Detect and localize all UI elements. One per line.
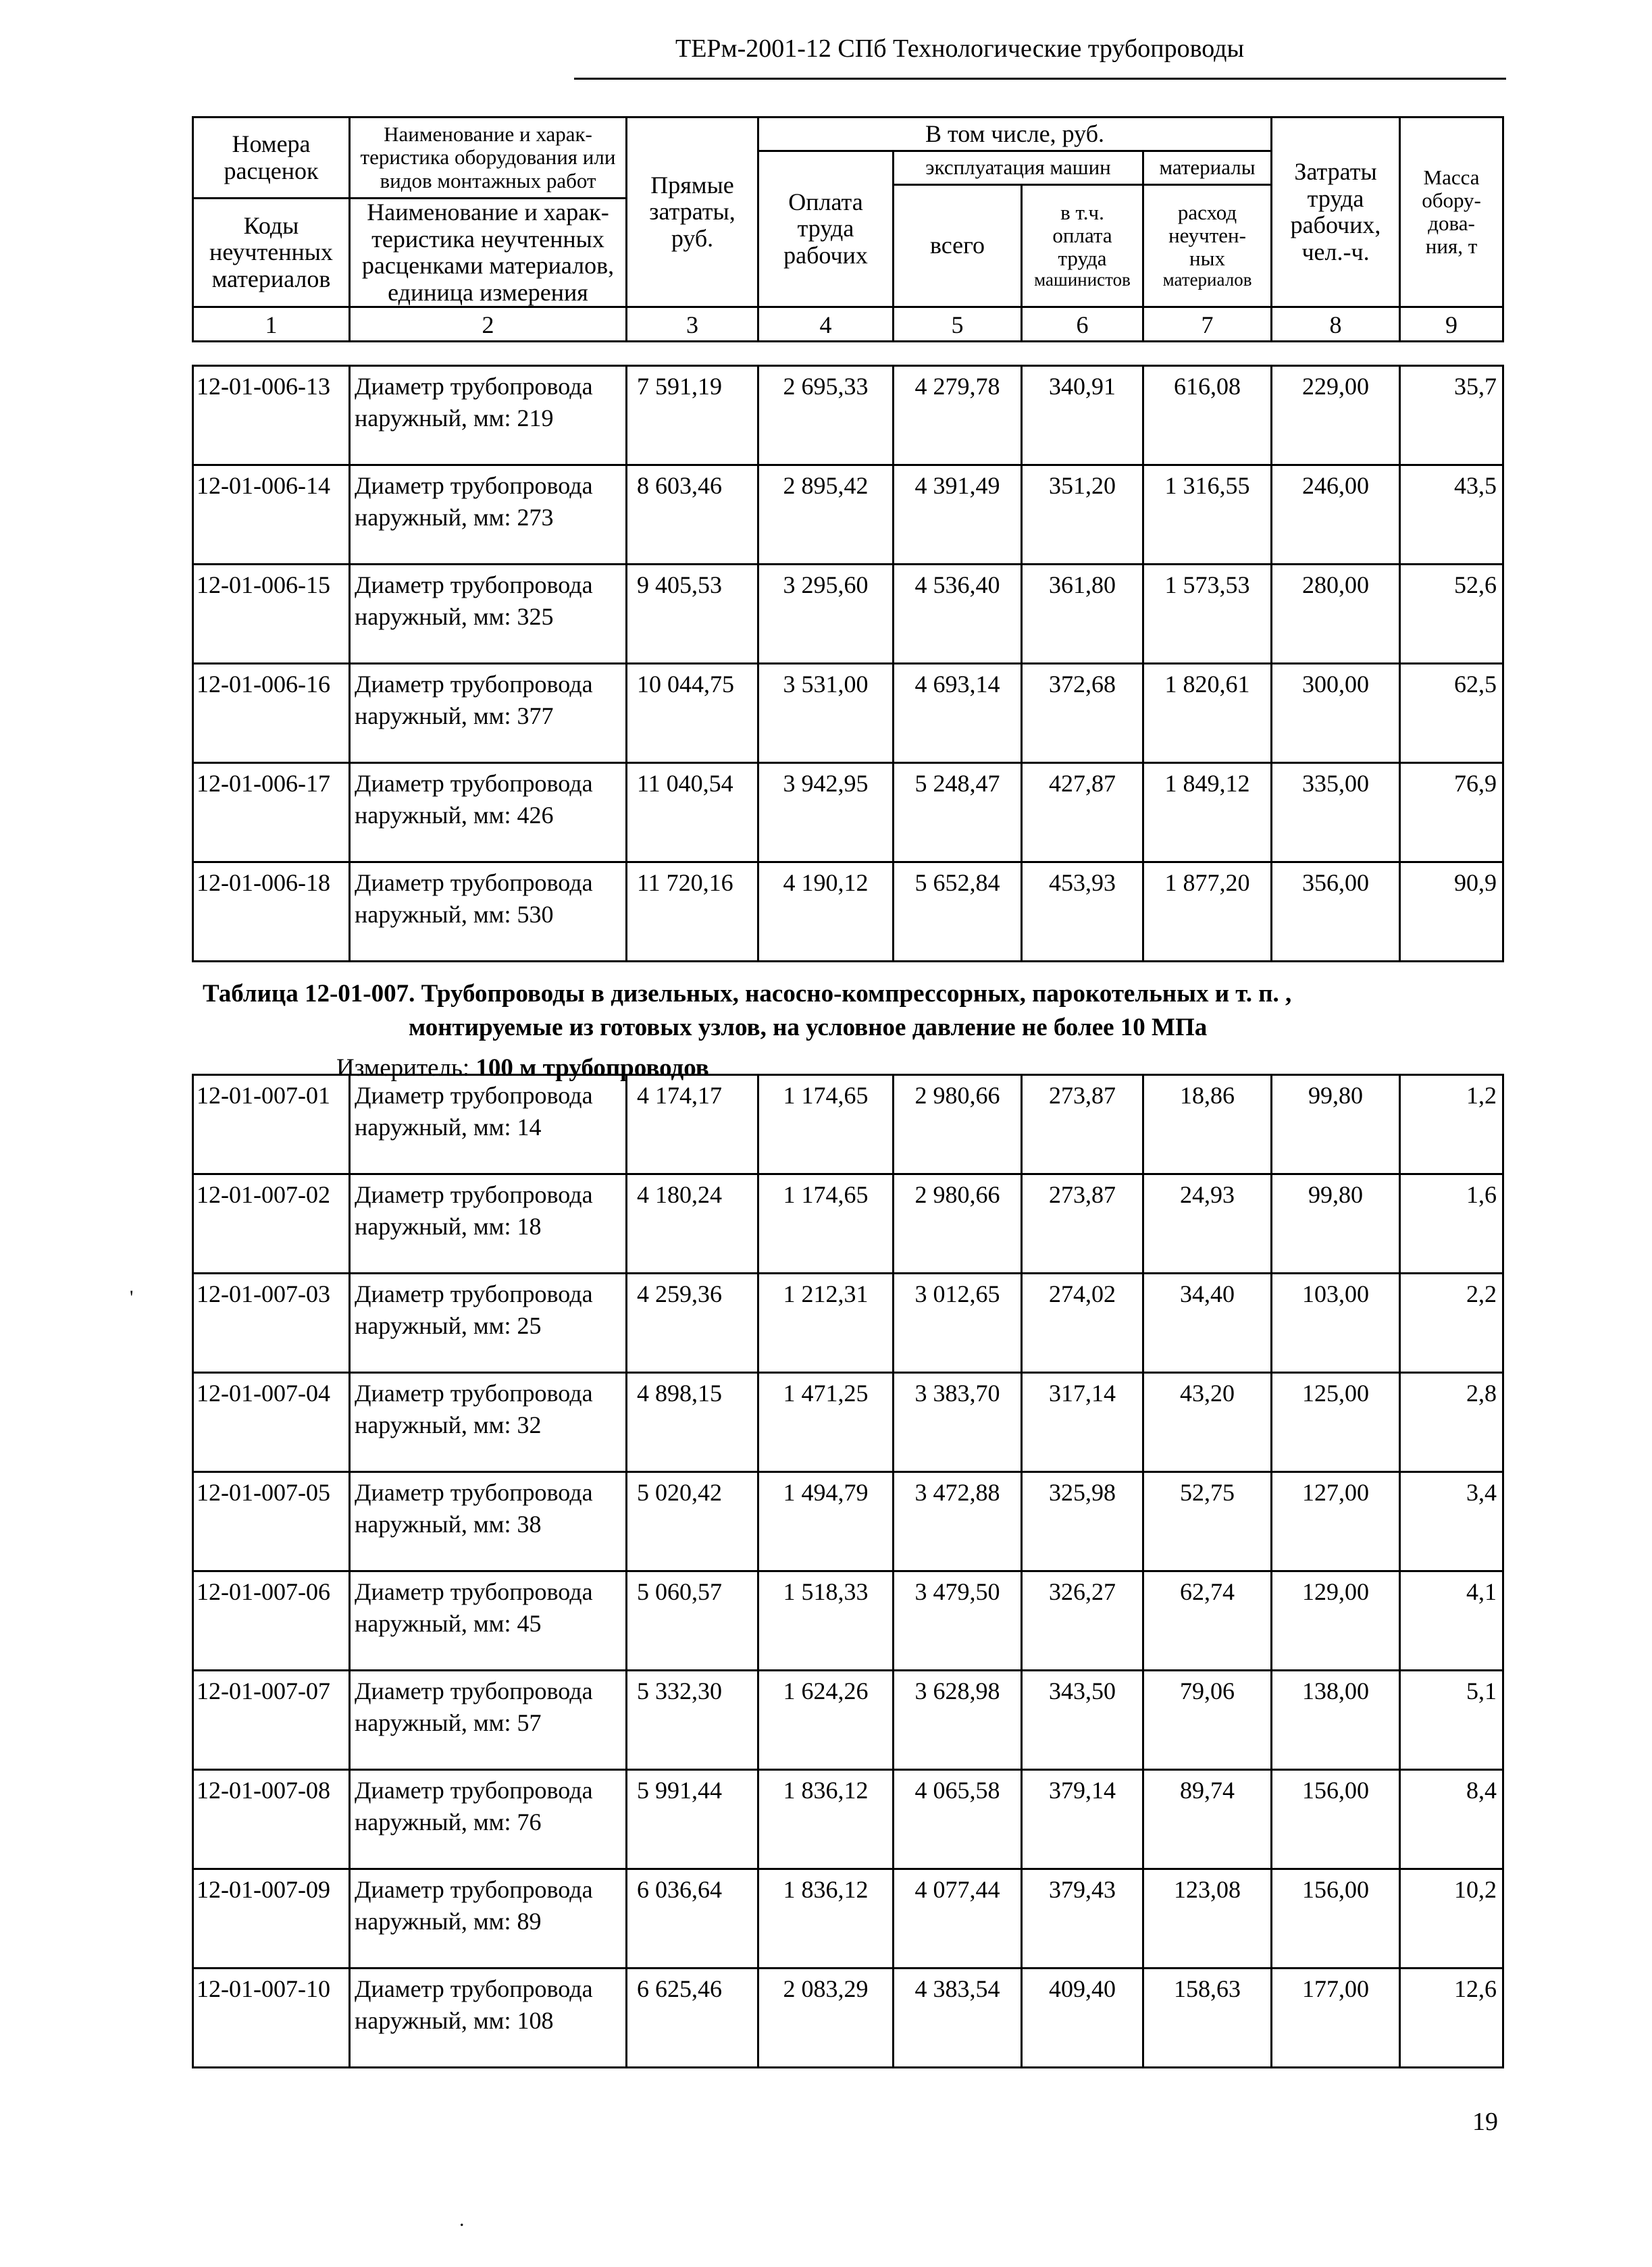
work-name-line: Диаметр трубопровода	[355, 1578, 593, 1605]
header-rate-numbers: Номера расценок	[193, 118, 350, 199]
work-name-cell	[350, 1274, 627, 1373]
table-row	[193, 1174, 1503, 1274]
table-row	[193, 1571, 1503, 1671]
rate-code-cell: 12-01-007-05	[193, 1472, 350, 1571]
labor-hours-cell: 99,80	[1272, 1075, 1400, 1174]
work-name-line: Диаметр трубопровода	[355, 1082, 593, 1109]
labor-hours-cell: 129,00	[1272, 1571, 1400, 1671]
direct-costs-cell: 4 174,17	[627, 1075, 758, 1174]
equipment-mass-cell: 43,5	[1400, 465, 1503, 565]
header-materials: материалы	[1143, 151, 1272, 185]
machine-cost-cell: 3 479,50	[894, 1571, 1022, 1671]
work-name-cell	[350, 1075, 627, 1174]
header-machine-operation: эксплуатация машин	[894, 151, 1143, 185]
work-name-line: Диаметр трубопровода	[355, 571, 593, 598]
work-name-cell	[350, 862, 627, 962]
worker-pay-cell: 4 190,12	[758, 862, 894, 962]
work-name-line: Диаметр трубопровода	[355, 1280, 593, 1307]
worker-pay-cell: 1 624,26	[758, 1671, 894, 1770]
operator-pay-cell: 379,43	[1022, 1869, 1143, 1969]
machine-cost-cell: 3 472,88	[894, 1472, 1022, 1571]
work-name-line: наружный, мм: 76	[355, 1808, 542, 1835]
work-name-line: наружный, мм: 108	[355, 2006, 554, 2034]
machine-cost-cell: 4 383,54	[894, 1969, 1022, 2068]
machine-cost-cell: 4 077,44	[894, 1869, 1022, 1969]
material-cost-cell: 1 849,12	[1143, 763, 1272, 862]
page-header-title: ТЕРм-2001-12 СПб Технологические трубопроводы	[675, 34, 1245, 63]
worker-pay-cell: 1 212,31	[758, 1274, 894, 1373]
work-name-line: наружный, мм: 273	[355, 503, 554, 531]
rates-table-006	[192, 365, 1504, 962]
machine-cost-cell: 5 248,47	[894, 763, 1022, 862]
equipment-mass-cell: 76,9	[1400, 763, 1503, 862]
header-direct-costs: Прямые затраты, руб.	[627, 118, 758, 307]
work-name-line: наружный, мм: 18	[355, 1212, 542, 1240]
scan-mark: '	[130, 1286, 134, 1309]
equipment-mass-cell: 2,8	[1400, 1373, 1503, 1472]
table-row	[193, 1671, 1503, 1770]
table-row	[193, 465, 1503, 565]
operator-pay-cell: 274,02	[1022, 1274, 1143, 1373]
table-row	[193, 1869, 1503, 1969]
column-number-row	[193, 307, 1503, 342]
rate-code-cell: 12-01-007-02	[193, 1174, 350, 1274]
work-name-cell	[350, 366, 627, 465]
work-name-line: наружный, мм: 219	[355, 404, 554, 432]
labor-hours-cell: 356,00	[1272, 862, 1400, 962]
machine-cost-cell: 3 383,70	[894, 1373, 1022, 1472]
rate-code-cell: 12-01-007-08	[193, 1770, 350, 1869]
table-row	[193, 664, 1503, 763]
measure-label: Измеритель:	[336, 1054, 470, 1082]
header-rule	[574, 78, 1506, 80]
equipment-mass-cell: 35,7	[1400, 366, 1503, 465]
work-name-line: наружный, мм: 325	[355, 602, 554, 630]
material-cost-cell: 43,20	[1143, 1373, 1272, 1472]
operator-pay-cell: 343,50	[1022, 1671, 1143, 1770]
header-unaccounted-materials: расход неучтен- ных материалов	[1143, 185, 1272, 307]
worker-pay-cell: 2 895,42	[758, 465, 894, 565]
table-row	[193, 1770, 1503, 1869]
worker-pay-cell: 1 836,12	[758, 1869, 894, 1969]
direct-costs-cell: 11 720,16	[627, 862, 758, 962]
header-material-names: Наименование и харак- теристика неучтенных расценками материалов, единица измерения	[350, 199, 627, 307]
table-row	[193, 1274, 1503, 1373]
equipment-mass-cell: 2,2	[1400, 1274, 1503, 1373]
direct-costs-cell: 7 591,19	[627, 366, 758, 465]
work-name-cell	[350, 1770, 627, 1869]
work-name-line: наружный, мм: 377	[355, 702, 554, 729]
operator-pay-cell: 340,91	[1022, 366, 1143, 465]
work-name-line: наружный, мм: 426	[355, 801, 554, 829]
worker-pay-cell: 2 083,29	[758, 1969, 894, 2068]
work-name-cell	[350, 763, 627, 862]
table-row	[193, 862, 1503, 962]
worker-pay-cell: 1 494,79	[758, 1472, 894, 1571]
operator-pay-cell: 325,98	[1022, 1472, 1143, 1571]
material-cost-cell: 1 573,53	[1143, 565, 1272, 664]
rate-code-cell: 12-01-007-03	[193, 1274, 350, 1373]
material-cost-cell: 79,06	[1143, 1671, 1272, 1770]
work-name-line: наружный, мм: 25	[355, 1311, 542, 1339]
rate-code-cell: 12-01-006-15	[193, 565, 350, 664]
work-name-line: Диаметр трубопровода	[355, 869, 593, 896]
machine-cost-cell: 2 980,66	[894, 1075, 1022, 1174]
column-number: 9	[1400, 307, 1503, 342]
direct-costs-cell: 10 044,75	[627, 664, 758, 763]
work-name-line: Диаметр трубопровода	[355, 1380, 593, 1407]
material-cost-cell: 158,63	[1143, 1969, 1272, 2068]
work-name-line: Диаметр трубопровода	[355, 1677, 593, 1704]
work-name-line: Диаметр трубопровода	[355, 1876, 593, 1903]
table-row	[193, 565, 1503, 664]
worker-pay-cell: 1 518,33	[758, 1571, 894, 1671]
rate-code-cell: 12-01-007-07	[193, 1671, 350, 1770]
direct-costs-cell: 8 603,46	[627, 465, 758, 565]
labor-hours-cell: 125,00	[1272, 1373, 1400, 1472]
table-row	[193, 763, 1503, 862]
work-name-line: наружный, мм: 14	[355, 1113, 542, 1141]
operator-pay-cell: 326,27	[1022, 1571, 1143, 1671]
material-cost-cell: 24,93	[1143, 1174, 1272, 1274]
equipment-mass-cell: 1,2	[1400, 1075, 1503, 1174]
worker-pay-cell: 1 174,65	[758, 1075, 894, 1174]
work-name-line: Диаметр трубопровода	[355, 770, 593, 797]
worker-pay-cell: 1 174,65	[758, 1174, 894, 1274]
work-name-cell	[350, 664, 627, 763]
rate-code-cell: 12-01-006-16	[193, 664, 350, 763]
column-number: 2	[350, 307, 627, 342]
labor-hours-cell: 177,00	[1272, 1969, 1400, 2068]
direct-costs-cell: 5 991,44	[627, 1770, 758, 1869]
material-cost-cell: 616,08	[1143, 366, 1272, 465]
material-cost-cell: 62,74	[1143, 1571, 1272, 1671]
work-name-cell	[350, 1671, 627, 1770]
material-cost-cell: 52,75	[1143, 1472, 1272, 1571]
material-cost-cell: 89,74	[1143, 1770, 1272, 1869]
column-number: 5	[894, 307, 1022, 342]
operator-pay-cell: 372,68	[1022, 664, 1143, 763]
machine-cost-cell: 4 391,49	[894, 465, 1022, 565]
labor-hours-cell: 335,00	[1272, 763, 1400, 862]
rates-table-007	[192, 1074, 1504, 2068]
column-number: 6	[1022, 307, 1143, 342]
measure-value: 100 м трубопроводов	[475, 1054, 709, 1082]
header-equipment-mass: Масса обору- дова- ния, т	[1400, 118, 1503, 307]
worker-pay-cell: 3 942,95	[758, 763, 894, 862]
direct-costs-cell: 9 405,53	[627, 565, 758, 664]
machine-cost-cell: 4 065,58	[894, 1770, 1022, 1869]
operator-pay-cell: 273,87	[1022, 1075, 1143, 1174]
operator-pay-cell: 409,40	[1022, 1969, 1143, 2068]
worker-pay-cell: 1 471,25	[758, 1373, 894, 1472]
work-name-line: Диаметр трубопровода	[355, 1479, 593, 1506]
work-name-line: наружный, мм: 57	[355, 1709, 542, 1736]
worker-pay-cell: 3 295,60	[758, 565, 894, 664]
material-cost-cell: 1 820,61	[1143, 664, 1272, 763]
column-number: 8	[1272, 307, 1400, 342]
work-name-cell	[350, 465, 627, 565]
page-number: 19	[1472, 2108, 1498, 2136]
direct-costs-cell: 5 060,57	[627, 1571, 758, 1671]
labor-hours-cell: 99,80	[1272, 1174, 1400, 1274]
direct-costs-cell: 6 625,46	[627, 1969, 758, 2068]
header-operator-pay: в т.ч. оплата труда машинистов	[1022, 185, 1143, 307]
machine-cost-cell: 4 536,40	[894, 565, 1022, 664]
labor-hours-cell: 156,00	[1272, 1869, 1400, 1969]
table-title-line2: монтируемые из готовых узлов, на условное давление не более 10 МПа	[409, 1014, 1208, 1041]
work-name-cell	[350, 1869, 627, 1969]
operator-pay-cell: 453,93	[1022, 862, 1143, 962]
work-name-cell	[350, 1174, 627, 1274]
equipment-mass-cell: 52,6	[1400, 565, 1503, 664]
labor-hours-cell: 246,00	[1272, 465, 1400, 565]
direct-costs-cell: 6 036,64	[627, 1869, 758, 1969]
equipment-mass-cell: 1,6	[1400, 1174, 1503, 1274]
machine-cost-cell: 5 652,84	[894, 862, 1022, 962]
direct-costs-cell: 5 332,30	[627, 1671, 758, 1770]
column-number: 3	[627, 307, 758, 342]
header-worker-pay: Оплата труда рабочих	[758, 151, 894, 307]
labor-hours-cell: 229,00	[1272, 366, 1400, 465]
direct-costs-cell: 4 259,36	[627, 1274, 758, 1373]
worker-pay-cell: 1 836,12	[758, 1770, 894, 1869]
table-row	[193, 1472, 1503, 1571]
table-row	[193, 1969, 1503, 2068]
machine-cost-cell: 2 980,66	[894, 1174, 1022, 1274]
column-header-table	[192, 116, 1504, 342]
labor-hours-cell: 300,00	[1272, 664, 1400, 763]
rate-code-cell: 12-01-006-14	[193, 465, 350, 565]
worker-pay-cell: 3 531,00	[758, 664, 894, 763]
table-title-line1: Таблица 12-01-007. Трубопроводы в дизельных, насосно-компрессорных, парокотельных и т. п. ,	[203, 980, 1292, 1008]
work-name-cell	[350, 1373, 627, 1472]
equipment-mass-cell: 4,1	[1400, 1571, 1503, 1671]
material-cost-cell: 18,86	[1143, 1075, 1272, 1174]
table-row	[193, 1075, 1503, 1174]
work-name-line: Диаметр трубопровода	[355, 1777, 593, 1804]
header-material-codes: Коды неучтенных материалов	[193, 199, 350, 307]
operator-pay-cell: 427,87	[1022, 763, 1143, 862]
machine-cost-cell: 3 628,98	[894, 1671, 1022, 1770]
machine-cost-cell: 3 012,65	[894, 1274, 1022, 1373]
rate-code-cell: 12-01-007-01	[193, 1075, 350, 1174]
header-including-group: В том числе, руб.	[758, 118, 1272, 151]
header-work-name: Наименование и харак- теристика оборудования или видов монтажных работ	[350, 118, 627, 199]
equipment-mass-cell: 62,5	[1400, 664, 1503, 763]
machine-cost-cell: 4 279,78	[894, 366, 1022, 465]
equipment-mass-cell: 8,4	[1400, 1770, 1503, 1869]
column-number: 7	[1143, 307, 1272, 342]
header-labor-hours: Затраты труда рабочих, чел.-ч.	[1272, 118, 1400, 307]
scan-dot: .	[459, 2208, 465, 2231]
work-name-line: Диаметр трубопровода	[355, 671, 593, 698]
rate-code-cell: 12-01-006-13	[193, 366, 350, 465]
labor-hours-cell: 103,00	[1272, 1274, 1400, 1373]
work-name-line: наружный, мм: 45	[355, 1609, 542, 1637]
work-name-cell	[350, 565, 627, 664]
rate-code-cell: 12-01-007-09	[193, 1869, 350, 1969]
machine-cost-cell: 4 693,14	[894, 664, 1022, 763]
equipment-mass-cell: 90,9	[1400, 862, 1503, 962]
material-cost-cell: 34,40	[1143, 1274, 1272, 1373]
direct-costs-cell: 11 040,54	[627, 763, 758, 862]
operator-pay-cell: 379,14	[1022, 1770, 1143, 1869]
operator-pay-cell: 361,80	[1022, 565, 1143, 664]
column-number: 1	[193, 307, 350, 342]
work-name-line: наружный, мм: 32	[355, 1411, 542, 1438]
material-cost-cell: 1 877,20	[1143, 862, 1272, 962]
labor-hours-cell: 280,00	[1272, 565, 1400, 664]
work-name-line: Диаметр трубопровода	[355, 1975, 593, 2002]
equipment-mass-cell: 5,1	[1400, 1671, 1503, 1770]
labor-hours-cell: 138,00	[1272, 1671, 1400, 1770]
equipment-mass-cell: 10,2	[1400, 1869, 1503, 1969]
labor-hours-cell: 156,00	[1272, 1770, 1400, 1869]
equipment-mass-cell: 3,4	[1400, 1472, 1503, 1571]
work-name-cell	[350, 1969, 627, 2068]
work-name-line: наружный, мм: 38	[355, 1510, 542, 1538]
operator-pay-cell: 351,20	[1022, 465, 1143, 565]
work-name-line: Диаметр трубопровода	[355, 1181, 593, 1208]
rate-code-cell: 12-01-007-10	[193, 1969, 350, 2068]
header-machines-total: всего	[894, 185, 1022, 307]
direct-costs-cell: 4 180,24	[627, 1174, 758, 1274]
work-name-line: наружный, мм: 530	[355, 900, 554, 928]
labor-hours-cell: 127,00	[1272, 1472, 1400, 1571]
operator-pay-cell: 273,87	[1022, 1174, 1143, 1274]
column-number: 4	[758, 307, 894, 342]
rate-code-cell: 12-01-007-06	[193, 1571, 350, 1671]
table-row	[193, 1373, 1503, 1472]
work-name-line: Диаметр трубопровода	[355, 472, 593, 499]
material-cost-cell: 123,08	[1143, 1869, 1272, 1969]
work-name-cell	[350, 1571, 627, 1671]
direct-costs-cell: 5 020,42	[627, 1472, 758, 1571]
rate-code-cell: 12-01-007-04	[193, 1373, 350, 1472]
table-row	[193, 366, 1503, 465]
worker-pay-cell: 2 695,33	[758, 366, 894, 465]
rate-code-cell: 12-01-006-17	[193, 763, 350, 862]
work-name-line: наружный, мм: 89	[355, 1907, 542, 1935]
direct-costs-cell: 4 898,15	[627, 1373, 758, 1472]
rate-code-cell: 12-01-006-18	[193, 862, 350, 962]
equipment-mass-cell: 12,6	[1400, 1969, 1503, 2068]
work-name-line: Диаметр трубопровода	[355, 373, 593, 400]
work-name-cell	[350, 1472, 627, 1571]
material-cost-cell: 1 316,55	[1143, 465, 1272, 565]
operator-pay-cell: 317,14	[1022, 1373, 1143, 1472]
